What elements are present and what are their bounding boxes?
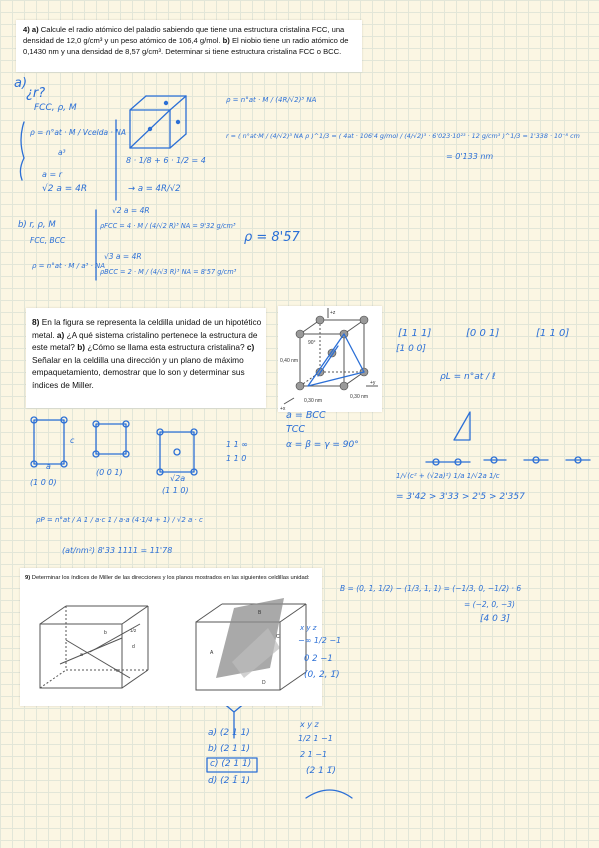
hw-rho-p: ρP = n°at / A 1 / a·c 1 / a·a (4·1/4 + 1) / √2 a · c [36, 516, 203, 524]
axis-z-label: +z [330, 310, 336, 316]
hw-rho-gen: ρ = n°at · M / a³ · NA [32, 262, 106, 270]
cell-sketch-001 [93, 421, 129, 457]
hw-vector-b3: [4 0 3] [480, 614, 510, 624]
hw-plane-x: x y z [300, 624, 317, 632]
hw-count: 8 · 1/8 + 6 · 1/2 = 4 [126, 156, 206, 165]
hw-dirs-001: [0 0 1] [466, 328, 500, 339]
problem-4-text-1: Calcule el radio atómico del paladio sabiendo que tiene una estructura cristalina FCC, una densidad de 12,0 g/cm³ y un peso atómico de 106,4 g/mol. [23, 25, 345, 45]
problem-8-text-3: ¿Cómo se llama esta estructura cristalina? [85, 342, 247, 353]
hw-rho-formula: ρ = n°at · M / Vcelda · NA [30, 128, 126, 137]
hw-a-lab: a [46, 462, 51, 471]
cell-sketch-110 [157, 429, 197, 475]
problem-4-part-a: a) [31, 25, 39, 34]
problem-8-number: 8) [32, 317, 40, 327]
hw-c-lab: c [70, 436, 75, 445]
hw-tbl-h: x y z [300, 720, 319, 729]
hw-fcc-vars: FCC, ρ, M [34, 103, 77, 113]
hw-plane-r1: −∞ 1/2 −1 [298, 636, 342, 645]
hw-a3: a³ [58, 148, 66, 157]
miller-cells-diagram [20, 568, 322, 706]
hw-tcc: TCC [286, 424, 306, 435]
problem-8-part-b: b) [77, 342, 86, 353]
hw-a-4r: → a = 4R/√2 [128, 184, 181, 194]
hw-a-label: a) [14, 76, 28, 91]
hw-r-solve: r = ( n°at·M / (4/√2)³ NA ρ )^1/3 = ( 4at · 106'4 g/mol / (4/√2)³ · 6'023·10²³ · 12 g/cm³ )^1/3 = 1'338 · 10⁻⁸ cm [226, 132, 580, 140]
hw-sq2a: √2a [170, 474, 186, 483]
hw-rho-fcc: ρFCC = 4 · M / (4/√2 R)³ NA = 9'32 g/cm³ [100, 222, 236, 230]
hw-vector-b: B = (0, 1, 1/2) − (1/3, 1, 1) = (−1/3, 0, −1/2) · 6 [340, 584, 522, 593]
hw-rho-857: ρ = 8'57 [244, 230, 300, 245]
hw-f001: (0 0 1) [96, 468, 123, 477]
hw-f100: (1 0 0) [30, 478, 57, 487]
hw-tbl-2: 2 1 −1 [300, 750, 328, 759]
hw-plane-r3: (0, 2, 1̄) [304, 670, 340, 680]
label-half: 1/2 [130, 628, 137, 633]
hw-dirs-110: [1 1 0] [536, 328, 570, 339]
hw-tbl-1: 1/2 1 −1 [298, 734, 333, 743]
dim-side-label: 0,30 nm [350, 394, 369, 400]
hw-r-question: ¿r? [26, 86, 46, 101]
problem-4-number: 4) [23, 25, 30, 34]
problem-8-text-4: Señalar en la celdilla una dirección y un plano de máximo empaquetamiento, demostrar que lo son y determinar sus índices de Miller. [32, 354, 245, 390]
hw-density-row: 1/√(c² + (√2a)²) 1/a 1/√2a 1/c [396, 472, 500, 480]
label-b: b [104, 630, 107, 636]
hw-a-bcc: a = BCC [286, 410, 326, 421]
label-a: a [80, 652, 83, 658]
hw-plane-r2: 0 2 −1 [304, 654, 333, 664]
hw-f110: (1 1 0) [162, 486, 189, 495]
plane-b: B [258, 610, 262, 616]
problem-4-text-2: El niobio tiene un radio atómico de 0,1430 nm y una densidad de 8,57 g/cm³. Determinar si tiene estructura cristalina FCC o BCC. [23, 35, 349, 56]
hw-ans-b: b) (2 1 1) [208, 744, 251, 754]
label-d: d [132, 644, 135, 650]
label-c: c [116, 668, 119, 674]
dim-front-label: 0,30 nm [304, 398, 323, 404]
hw-rfcc: √2 a = 4R [112, 206, 150, 215]
plane-c: C [276, 634, 280, 640]
hw-sqrt2a: √2 a = 4R [42, 184, 88, 194]
hw-ans-a: a) (2 1 1) [208, 728, 250, 738]
problem-9-text-body: Determinar los índices de Miller de las direcciones y los planos mostrados en las siguientes celdillas unidad: [30, 575, 310, 581]
problem-9-number: 9) [25, 575, 31, 581]
hw-a-eq-r: a = r [42, 170, 62, 179]
hw-vector-b2: = (−2, 0, −3) [464, 600, 515, 609]
hw-rho-l: ρL = n°at / ℓ [440, 372, 496, 382]
angle-label: 90° [308, 340, 316, 346]
problem-8-text-2: ¿A qué sistema cristalino pertenece la estructura de este metal? [32, 329, 258, 353]
hw-tbl-3: (2 1 1̄) [306, 766, 336, 776]
problem-4-part-b: b) [222, 35, 230, 45]
hw-r-result: = 0'133 nm [446, 152, 494, 161]
hw-at-nm: (at/nm²) 8'33 1111 = 11'78 [62, 546, 173, 555]
hw-ans-d: d) (2 1̄ 1) [208, 776, 251, 786]
problem-8-text-1: En la figura se representa la celdilla unidad de un hipotético metal. [32, 317, 262, 340]
problem-9-card [20, 568, 322, 706]
plane-d: D [262, 680, 266, 686]
dim-vertical-label: 0,40 nm [280, 358, 299, 364]
problem-8-part-c: c) [246, 342, 255, 353]
problem-8-part-a: a) [56, 329, 65, 340]
axis-y-label: +y [370, 380, 376, 386]
hw-density-vals: = 3'42 > 3'33 > 2'5 > 2'357 [396, 492, 525, 502]
hw-dirs-100: [1 0 0] [396, 344, 426, 354]
hw-pp2: 1 1 0 [226, 454, 247, 463]
hw-rho-bcc: ρBCC = 2 · M / (4/√3 R)³ NA = 8'57 g/cm³ [100, 268, 237, 276]
axis-x-label: +x [280, 406, 286, 412]
hw-sqrt3: √3 a = 4R [104, 252, 142, 261]
hw-b-label: b) r, ρ, M [18, 220, 56, 230]
hw-dirs-top: [1 1 1] [398, 328, 432, 339]
hw-ans-c: c) (2 1 1̄) [210, 759, 252, 769]
hw-rho-right: ρ = n°at · M / (4R/√2)³ NA [226, 96, 317, 104]
hw-angles: α = β = γ = 90° [286, 440, 359, 450]
hw-pp1: 1 1 ∞ [226, 440, 248, 449]
cell-sketch-100 [31, 417, 67, 467]
plane-a: A [210, 650, 214, 656]
hw-fcc-bcc: FCC, BCC [30, 236, 66, 245]
